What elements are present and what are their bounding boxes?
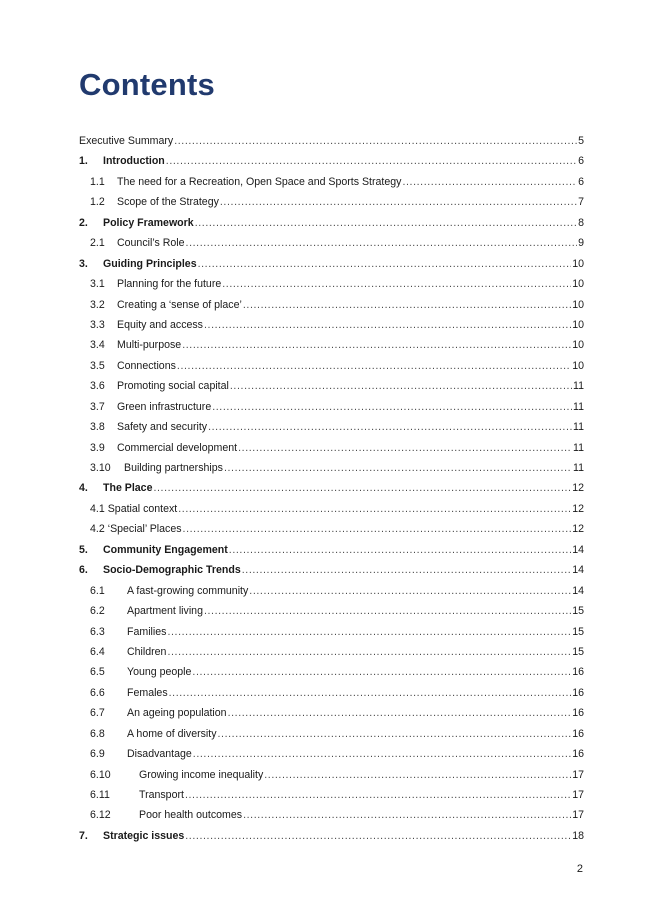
toc-entry-label: Disadvantage: [127, 748, 192, 761]
toc-entry-page: 11: [573, 441, 584, 454]
toc-entry[interactable]: [79, 519, 584, 539]
toc-entry-page: 17: [572, 789, 584, 801]
toc-entry[interactable]: [79, 356, 584, 376]
toc-entry-label: Families: [127, 625, 167, 638]
toc-entry-page: 6: [578, 155, 584, 168]
toc-entry-page: 10: [572, 339, 584, 352]
toc-leader-dots: [185, 826, 571, 846]
toc-entry-page: 7: [578, 196, 584, 209]
toc-entry-label: Building partnerships: [124, 462, 223, 474]
toc-entry-number: 6.9: [90, 748, 105, 761]
toc-entry-page: 12: [572, 523, 584, 536]
toc-leader-dots: [402, 172, 577, 192]
toc-entry-number: 6.10: [90, 768, 111, 781]
toc-leader-dots: [167, 642, 571, 662]
toc-entry-number: 3.2: [90, 298, 105, 311]
toc-entry-number: 1.2: [90, 196, 105, 209]
toc-entry[interactable]: [79, 315, 584, 335]
toc-entry-label: Transport: [139, 789, 184, 801]
toc-entry-number: 4.2: [90, 523, 105, 536]
toc-entry[interactable]: [79, 213, 584, 233]
toc-entry[interactable]: [79, 499, 584, 519]
toc-entry[interactable]: [79, 826, 584, 846]
toc-entry-label: Commercial development: [117, 441, 238, 454]
toc-entry[interactable]: [79, 254, 584, 274]
toc-entry-label: Apartment living: [127, 605, 203, 618]
toc-entry[interactable]: [79, 724, 584, 744]
toc-entry-page: 16: [572, 707, 584, 720]
toc-entry-label: An ageing population: [127, 707, 227, 720]
toc-entry[interactable]: [79, 805, 584, 825]
toc-entry-page: 18: [572, 829, 584, 842]
toc-leader-dots: [177, 356, 571, 376]
toc-leader-dots: [204, 601, 571, 621]
toc-entry-label: Safety and security: [117, 421, 208, 434]
toc-leader-dots: [167, 622, 571, 642]
toc-entry-label: Executive Summary: [79, 135, 174, 147]
toc-leader-dots: [264, 765, 571, 785]
toc-leader-dots: [174, 131, 577, 151]
toc-entry-number: 3.7: [90, 400, 105, 413]
toc-entry-label: Spatial context: [107, 502, 178, 515]
toc-entry[interactable]: [79, 703, 584, 723]
toc-entry-number: 3.6: [90, 380, 105, 393]
toc-leader-dots: [166, 151, 577, 171]
toc-entry-label: Policy Framework: [103, 216, 194, 229]
toc-entry-number: 6.5: [90, 666, 105, 679]
toc-entry-page: 12: [572, 502, 584, 515]
toc-entry-number: 3.4: [90, 339, 105, 352]
toc-entry-label: Socio-Demographic Trends: [103, 564, 241, 577]
toc-entry-number: 7.: [79, 829, 88, 842]
toc-entry-label: Introduction: [103, 155, 165, 168]
toc-entry-label: A fast-growing community: [127, 584, 249, 597]
toc-entry[interactable]: [79, 622, 584, 642]
toc-leader-dots: [208, 417, 572, 437]
toc-entry-page: 11: [573, 400, 584, 413]
toc-entry[interactable]: [79, 560, 584, 580]
toc-leader-dots: [183, 519, 572, 539]
toc-entry-number: 1.: [79, 155, 88, 168]
toc-entry[interactable]: [79, 131, 584, 151]
toc-entry-number: 6.3: [90, 625, 105, 638]
toc-entry-label: Planning for the future: [117, 278, 222, 291]
toc-entry[interactable]: [79, 397, 584, 417]
toc-leader-dots: [228, 703, 572, 723]
toc-leader-dots: [224, 458, 572, 478]
toc-entry-page: 16: [572, 686, 584, 699]
toc-entry[interactable]: [79, 417, 584, 437]
toc-entry-page: 17: [572, 768, 584, 781]
toc-entry-label: A home of diversity: [127, 727, 217, 740]
toc-entry-page: 11: [573, 380, 584, 393]
toc-entry-page: 16: [572, 666, 584, 679]
toc-entry-label: Young people: [127, 666, 192, 679]
toc-entry-number: 3.1: [90, 278, 105, 291]
toc-leader-dots: [198, 254, 572, 274]
toc-entry-label: Multi-purpose: [117, 339, 182, 352]
toc-entry-number: 4.1: [90, 502, 105, 515]
toc-entry-number: 3.9: [90, 441, 105, 454]
toc-entry-page: 10: [572, 298, 584, 311]
toc-entry-label: The need for a Recreation, Open Space and Sports Strategy: [117, 175, 402, 188]
toc-entry-page: 10: [572, 359, 584, 372]
toc-leader-dots: [243, 805, 571, 825]
toc-entry[interactable]: [79, 438, 584, 458]
toc-entry-number: 6.11: [90, 789, 110, 801]
toc-leader-dots: [169, 683, 572, 703]
toc-entry-number: 2.: [79, 216, 88, 229]
toc-entry-number: 1.1: [90, 175, 105, 188]
toc-leader-dots: [195, 213, 577, 233]
toc-entry-number: 6.6: [90, 686, 105, 699]
toc-entry-number: 2.1: [90, 237, 105, 250]
toc-leader-dots: [178, 499, 571, 519]
toc-leader-dots: [193, 744, 571, 764]
toc-entry-label: Growing income inequality: [139, 768, 264, 781]
toc-entry[interactable]: [79, 601, 584, 621]
toc-entry-number: 5.: [79, 543, 88, 556]
toc-leader-dots: [220, 192, 577, 212]
toc-entry-page: 5: [578, 135, 584, 147]
toc-entry-label: ‘Special’ Places: [107, 523, 182, 536]
toc-entry[interactable]: [79, 192, 584, 212]
toc-entry-label: Green infrastructure: [117, 400, 212, 413]
toc-entry-page: 15: [572, 625, 584, 638]
toc-entry-page: 11: [573, 462, 584, 474]
toc-entry[interactable]: [79, 335, 584, 355]
toc-entry-label: Creating a ‘sense of place’: [117, 298, 242, 311]
toc-entry-page: 8: [578, 216, 584, 229]
toc-entry-label: Scope of the Strategy: [117, 196, 219, 209]
toc-leader-dots: [238, 438, 572, 458]
toc-entry-number: 6.2: [90, 605, 105, 618]
toc-entry-label: Poor health outcomes: [139, 809, 243, 822]
toc-entry-label: Strategic issues: [103, 829, 185, 842]
toc-entry-page: 10: [572, 257, 584, 270]
toc-entry-page: 14: [572, 584, 584, 597]
toc-leader-dots: [212, 397, 572, 417]
page-title: Contents: [79, 67, 215, 102]
toc-entry[interactable]: [79, 274, 584, 294]
toc-entry-label: The Place: [103, 482, 153, 495]
toc-entry-label: Council’s Role: [117, 237, 185, 250]
toc-entry-label: Guiding Principles: [103, 257, 197, 270]
toc-leader-dots: [192, 662, 571, 682]
toc-entry-page: 10: [572, 318, 584, 331]
toc-entry-page: 14: [572, 564, 584, 577]
toc-leader-dots: [186, 233, 578, 253]
toc-entry[interactable]: [79, 458, 584, 478]
toc-entry-number: 6.4: [90, 645, 105, 658]
toc-entry[interactable]: [79, 172, 584, 192]
toc-entry-label: Females: [127, 686, 168, 699]
toc-entry[interactable]: [79, 785, 584, 805]
toc-leader-dots: [182, 335, 571, 355]
toc-entry[interactable]: [79, 744, 584, 764]
toc-leader-dots: [218, 724, 572, 744]
toc-entry-number: 3.5: [90, 359, 105, 372]
toc-entry[interactable]: [79, 151, 584, 171]
toc-entry[interactable]: [79, 642, 584, 662]
toc-leader-dots: [242, 560, 571, 580]
toc-entry[interactable]: [79, 540, 584, 560]
toc-entry-page: 15: [572, 645, 584, 658]
page-number: 2: [576, 863, 583, 875]
toc-entry[interactable]: [79, 376, 584, 396]
toc-entry[interactable]: [79, 683, 584, 703]
toc-entry-page: 10: [572, 278, 584, 291]
toc-entry-label: Children: [127, 645, 167, 658]
toc-entry-number: 3.10: [90, 462, 111, 474]
toc-entry-page: 16: [572, 748, 584, 761]
toc-entry-label: Promoting social capital: [117, 380, 229, 393]
toc-entry-number: 4.: [79, 482, 88, 495]
toc-entry-page: 12: [572, 482, 584, 495]
toc-leader-dots: [243, 295, 571, 315]
toc-entry-number: 3.: [79, 257, 88, 270]
toc-entry-number: 6.7: [90, 707, 105, 720]
toc-entry-number: 6.1: [90, 584, 105, 597]
toc-entry[interactable]: [79, 581, 584, 601]
toc-leader-dots: [249, 581, 571, 601]
toc-entry-page: 14: [572, 543, 584, 556]
toc-leader-dots: [153, 478, 571, 498]
toc-entry-number: 6.8: [90, 727, 105, 740]
toc-entry-page: 11: [573, 421, 584, 434]
toc-entry-number: 6.12: [90, 809, 111, 822]
toc-entry-number: 6.: [79, 564, 88, 577]
toc-entry[interactable]: [79, 765, 584, 785]
table-of-contents: [79, 131, 584, 846]
toc-leader-dots: [229, 540, 571, 560]
toc-entry[interactable]: [79, 662, 584, 682]
toc-leader-dots: [230, 376, 572, 396]
toc-entry-label: Community Engagement: [103, 543, 228, 556]
toc-entry-page: 17: [572, 809, 584, 822]
toc-entry[interactable]: [79, 478, 584, 498]
toc-entry-page: 9: [578, 237, 584, 250]
toc-entry[interactable]: [79, 233, 584, 253]
toc-leader-dots: [185, 785, 571, 805]
toc-entry-page: 6: [578, 175, 584, 188]
toc-entry-number: 3.3: [90, 318, 105, 331]
toc-leader-dots: [222, 274, 571, 294]
toc-leader-dots: [204, 315, 571, 335]
toc-entry-page: 15: [572, 605, 584, 618]
toc-entry-number: 3.8: [90, 421, 105, 434]
toc-entry-page: 16: [572, 727, 584, 740]
toc-entry[interactable]: [79, 295, 584, 315]
toc-entry-label: Connections: [117, 359, 176, 372]
toc-entry-label: Equity and access: [117, 318, 203, 331]
